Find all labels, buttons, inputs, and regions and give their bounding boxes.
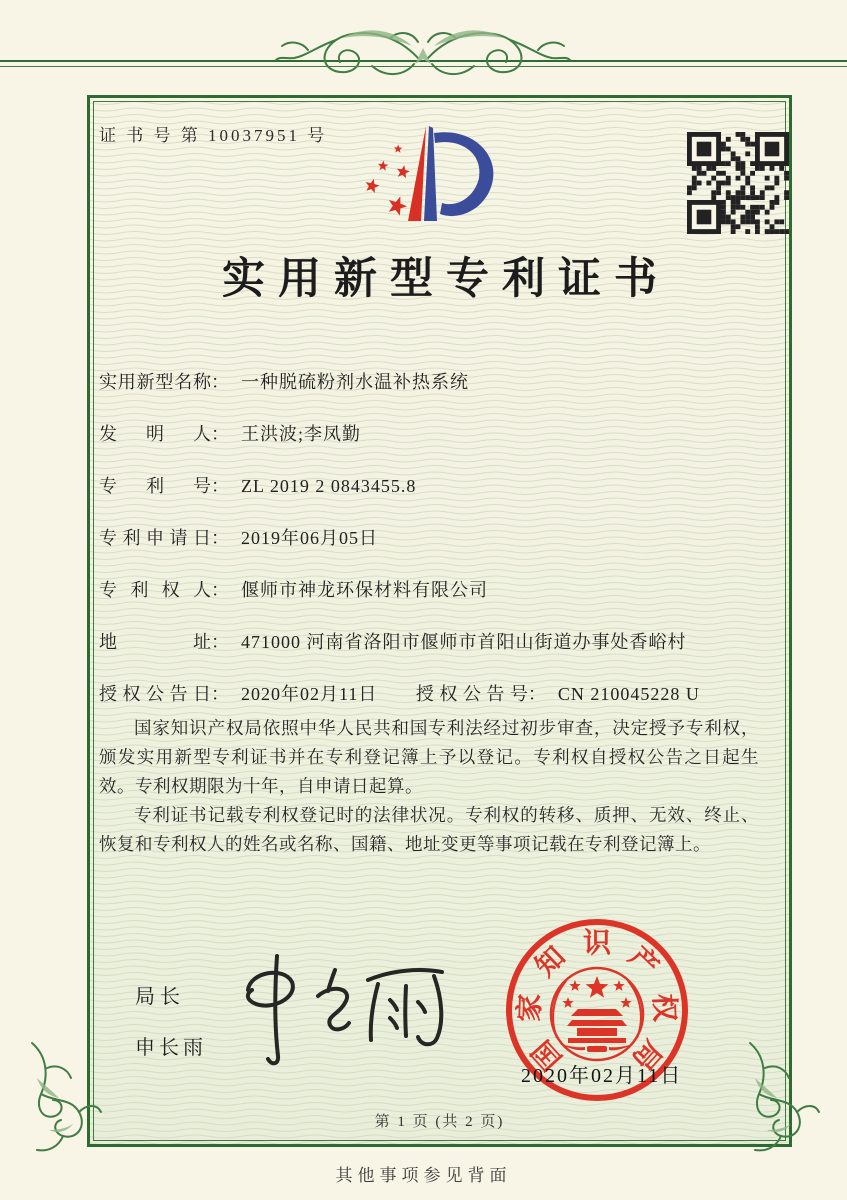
legal-paragraph: 国家知识产权局依照中华人民共和国专利法经过初步审查，决定授予专利权，颁发实用新型专利证书并在专利登记簿上予以登记。专利权自授权公告之日起生效。专利权期限为十年，自申请日起算。 [99,718,759,796]
field-row-filing-date [99,524,759,576]
seal-char: 知 [529,941,572,984]
seal-char: 产 [622,941,665,984]
cnipa-logo-icon [352,112,517,236]
field-label: 专利申请日 [99,528,211,548]
seal-char: 局 [625,1033,668,1076]
back-note: 其他事项参见背面 [335,1166,512,1185]
grant-date-pair [99,684,377,704]
field-list [99,368,759,732]
field-colon: ： [211,632,229,652]
field-colon: ： [211,528,229,548]
field-value: 一种脱硫粉剂水温补热系统 [241,372,469,392]
page-number: 第 1 页 (共 2 页) [374,1114,505,1130]
seal-date: 2020年02月11日 [521,1065,683,1087]
field-label: 地址 [99,632,211,652]
field-value: 2020年02月11日 [241,684,378,704]
field-colon: ： [211,580,229,600]
field-value: 471000 河南省洛阳市偃师市首阳山街道办事处香峪村 [241,632,687,652]
field-value: 王洪波;李凤勤 [241,424,362,444]
corner-flourish-icon [740,1038,825,1163]
field-colon: ： [527,684,546,704]
signature-icon [220,944,455,1072]
commissioner-title: 局长 [135,986,185,1008]
field-label: 实用新型名称 [99,372,211,392]
field-colon: ： [211,476,229,496]
field-label: 专利权人 [99,580,211,600]
corner-flourish-icon [22,1038,107,1163]
legal-paragraph: 专利证书记载专利权登记时的法律状况。专利权的转移、质押、无效、终止、恢复和专利权人的姓名或名称、国籍、地址变更等事项记载在专利登记簿上。 [99,805,759,854]
field-row-patent-number [99,472,759,524]
grant-number-pair [416,684,700,704]
certificate-number: 证 书 号 第 10037951 号 [99,126,328,145]
field-row-address [99,628,759,680]
field-label: 专利号 [99,476,211,496]
field-row-inventor [99,420,759,472]
field-colon: ： [211,684,229,704]
field-colon: ： [211,424,229,444]
field-value: 偃师市神龙环保材料有限公司 [241,580,488,600]
field-label: 授权公告号 [415,684,528,704]
certificate-title: 实用新型专利证书 [222,256,670,303]
field-colon: ： [211,372,229,392]
field-row-utility-model-name [99,368,759,420]
commissioner-name: 申长雨 [135,1037,207,1059]
seal-char: 识 [582,928,612,959]
field-label: 发明人 [99,424,211,444]
field-value: 2019年06月05日 [241,528,378,548]
field-row-patentee [99,576,759,628]
seal-char: 家 [514,993,547,1023]
top-flourish-ornament-icon [272,20,574,84]
field-value: CN 210045228 U [557,684,700,704]
legal-text [99,714,759,859]
seal-char: 权 [647,993,680,1023]
field-value: ZL 2019 2 0843455.8 [241,476,417,496]
qr-code-icon [687,132,789,234]
field-label: 授权公告日 [99,684,211,704]
seal-char: 国 [526,1033,569,1076]
